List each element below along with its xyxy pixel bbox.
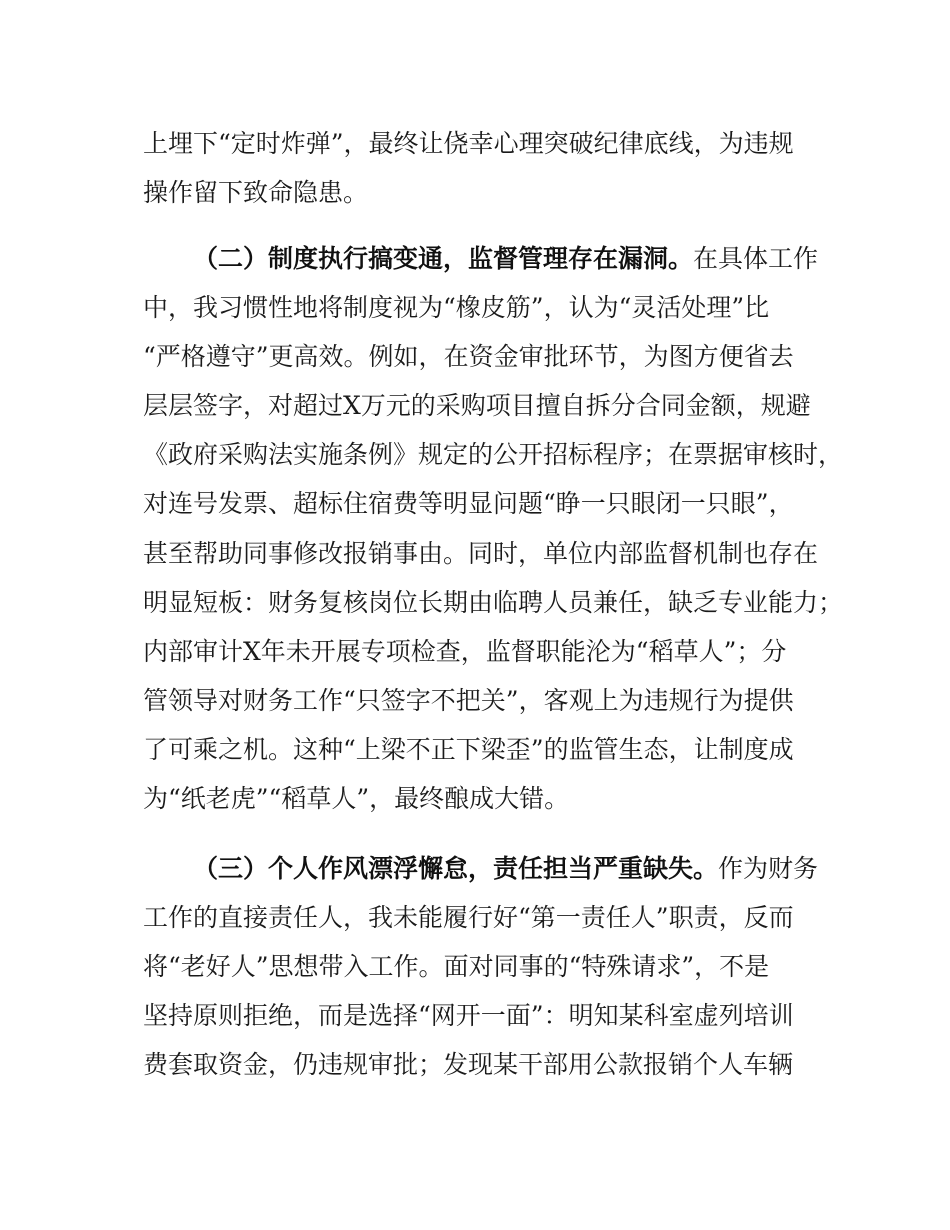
section2-first-line-rest: 在具体工作 xyxy=(693,244,819,273)
section2-line: 层层签字，对超过X万元的采购项目擅自拆分合同金额，规避 xyxy=(143,391,811,420)
section3-line: 坚持原则拒绝，而是选择“网开一面”：明知某科室虚列培训 xyxy=(143,1001,794,1030)
section2-line: “严格遵守”更高效。例如，在资金审批环节，为图方便省去 xyxy=(143,342,794,371)
section2-line: 对连号发票、超标住宿费等明显问题“睁一只眼闭一只眼”， xyxy=(143,489,794,518)
continuation-line: 上埋下“定时炸弹”，最终让侥幸心理突破纪律底线，为违规 xyxy=(143,129,794,158)
section3-heading: （三）个人作风漂浮懈怠，责任担当严重缺失。 xyxy=(193,854,719,883)
section3-line: 工作的直接责任人，我未能履行好“第一责任人”职责，反而 xyxy=(143,903,794,932)
section2-heading: （二）制度执行搞变通，监督管理存在漏洞。 xyxy=(193,244,694,273)
section3-line: 费套取资金，仍违规审批；发现某干部用公款报销个人车辆 xyxy=(143,1050,794,1079)
section2-line: 管领导对财务工作“只签字不把关”，客观上为违规行为提供 xyxy=(143,686,794,715)
section3-line: 将“老好人”思想带入工作。面对同事的“特殊请求”，不是 xyxy=(143,952,770,981)
section2-line: 内部审计X年未开展专项检查，监督职能沦为“稻草人”；分 xyxy=(143,637,787,666)
section2-line: 了可乘之机。这种“上梁不正下梁歪”的监管生态，让制度成 xyxy=(143,735,794,764)
section2-line: 为“纸老虎”“稻草人”，最终酿成大错。 xyxy=(143,784,570,813)
section3-first-line xyxy=(193,853,818,885)
section3-first-line-rest: 作为财务 xyxy=(718,854,819,883)
section2-line: 《政府采购法实施条例》规定的公开招标程序；在票据审核时， xyxy=(143,440,844,469)
continuation-line: 操作留下致命隐患。 xyxy=(143,178,369,207)
section2-first-line xyxy=(193,243,818,275)
section2-line: 中，我习惯性地将制度视为“橡皮筋”，认为“灵活处理”比 xyxy=(143,293,770,322)
section2-line: 明显短板：财务复核岗位长期由临聘人员兼任，缺乏专业能力； xyxy=(143,588,844,617)
section2-line: 甚至帮助同事修改报销事由。同时，单位内部监督机制也存在 xyxy=(143,539,819,568)
